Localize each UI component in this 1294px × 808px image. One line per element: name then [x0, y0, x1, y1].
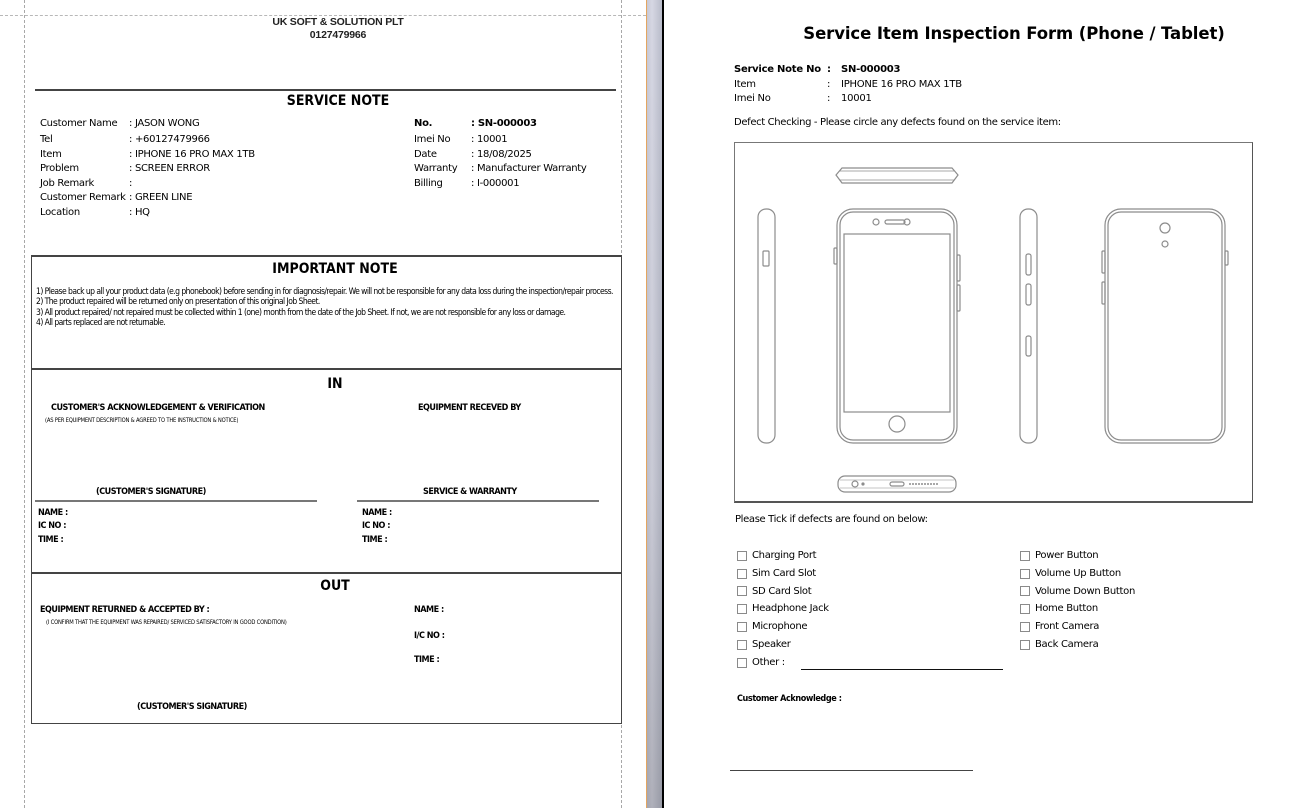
checkbox-label: SD Card Slot	[752, 585, 812, 597]
time-field: TIME :	[362, 534, 388, 545]
field-label: Item	[40, 148, 62, 160]
field-label: Problem	[40, 163, 79, 174]
field-value: IPHONE 16 PRO MAX 1TB	[841, 78, 962, 90]
checklist-item-home-button[interactable]	[1020, 600, 1135, 618]
page-splitter[interactable]	[646, 0, 664, 808]
checkbox-label: Power Button	[1035, 550, 1099, 561]
phone-right-side-view	[1020, 209, 1037, 443]
service-signature-line	[357, 500, 599, 502]
note-item: 1) Please back up all your product data (e.g phonebook) before sending in for diagnosis/repair. We will not be responsible for any data loss during the inspection/repair process.	[36, 287, 613, 297]
field-value: : Manufacturer Warranty	[471, 163, 587, 174]
inspection-form-page	[664, 0, 1294, 808]
customer-info	[40, 117, 255, 220]
defect-checklist-right	[1020, 547, 1135, 654]
field-value: SN-000003	[841, 64, 901, 75]
equipment-returned-title: EQUIPMENT RETURNED & ACCEPTED BY :	[40, 605, 210, 615]
other-input-line[interactable]	[801, 669, 1003, 670]
field-label: Job Remark	[40, 177, 95, 189]
field-value: 10001	[841, 93, 872, 104]
field-label: Customer Name	[40, 118, 118, 129]
out-ic-field: I/C NO :	[414, 631, 445, 641]
phone-top-view	[836, 168, 958, 183]
checkbox-label: Speaker	[752, 638, 791, 650]
out-section-title: OUT	[320, 578, 350, 594]
field-tel	[40, 133, 255, 148]
field-label: Tel	[40, 134, 53, 145]
field-job-remark	[40, 177, 255, 192]
phone-diagram-box[interactable]	[734, 142, 1253, 503]
header-rule	[35, 89, 616, 91]
important-note-title: IMPORTANT NOTE	[272, 261, 398, 277]
checkbox[interactable]	[737, 569, 747, 579]
field-item	[40, 148, 255, 163]
field-imei	[414, 133, 587, 148]
field-service-note-no	[734, 63, 962, 78]
checkbox[interactable]	[737, 551, 747, 561]
important-note-list	[36, 287, 616, 328]
field-value: :	[129, 177, 133, 189]
checkbox[interactable]	[1020, 604, 1030, 614]
field-label: Location	[40, 206, 80, 218]
tick-instruction: Please Tick if defects are found on below:	[735, 514, 928, 525]
out-section-box	[31, 572, 622, 724]
field-value: : 10001	[471, 134, 508, 145]
checkbox[interactable]	[737, 586, 747, 596]
field-value: : GREEN LINE	[129, 192, 193, 203]
field-value: : I-000001	[471, 177, 520, 189]
checkbox-label: Home Button	[1035, 603, 1098, 615]
checkbox[interactable]	[1020, 640, 1030, 650]
customer-signature-line	[35, 500, 317, 502]
acknowledgement-title: CUSTOMER'S ACKNOWLEDGEMENT & VERIFICATION	[51, 403, 265, 413]
checkbox[interactable]	[1020, 586, 1030, 596]
service-warranty-label: SERVICE & WARRANTY	[423, 487, 517, 497]
in-staff-fields	[362, 507, 392, 547]
checkbox-label: Volume Up Button	[1035, 567, 1121, 579]
field-imei	[734, 92, 962, 107]
customer-signature-label: (CUSTOMER'S SIGNATURE)	[96, 487, 206, 497]
service-note-title: SERVICE NOTE	[286, 93, 390, 109]
field-label: Imei No	[414, 134, 451, 145]
out-customer-signature-label: (CUSTOMER'S SIGNATURE)	[137, 702, 247, 712]
phone-left-side-view	[758, 209, 775, 443]
equipment-returned-subtitle: (I CONFIRM THAT THE EQUIPMENT WAS REPAIRED/ SERVICED SATISFACTORY IN GOOD CONDITION)	[46, 620, 287, 626]
in-customer-fields	[38, 507, 68, 547]
defect-checklist-left	[737, 547, 829, 672]
field-value: : SCREEN ERROR	[129, 163, 210, 174]
field-date	[414, 148, 587, 163]
time-field: TIME :	[38, 534, 64, 545]
checklist-item-charging-port[interactable]	[737, 547, 829, 565]
equipment-received-label: EQUIPMENT RECEVED BY	[418, 403, 521, 413]
inspection-info	[734, 63, 962, 107]
field-number	[414, 117, 587, 133]
field-location	[40, 206, 255, 221]
field-label: Customer Remark	[40, 192, 126, 203]
field-problem	[40, 162, 255, 177]
checklist-item-headphone-jack[interactable]	[737, 600, 829, 618]
checkbox-label: Back Camera	[1035, 638, 1099, 650]
note-item: 4) All parts replaced are not returnable.	[36, 317, 166, 328]
customer-acknowledge-label: Customer Acknowledge :	[737, 694, 842, 704]
field-billing	[414, 177, 587, 192]
checkbox-label: Other :	[752, 656, 785, 668]
field-label: Item	[734, 78, 756, 90]
field-warranty	[414, 162, 587, 177]
checklist-item-front-camera[interactable]	[1020, 618, 1135, 636]
field-value: : IPHONE 16 PRO MAX 1TB	[129, 148, 255, 160]
acknowledgement-subtitle: (AS PER EQUIPMENT DESCRIPTION & AGREED TO THE INSTRUCTION & NOTICE)	[45, 418, 239, 424]
field-label: Service Note No	[734, 64, 821, 75]
checklist-item-sd-card-slot[interactable]	[737, 583, 829, 601]
field-colon: :	[827, 93, 831, 104]
checkbox[interactable]	[737, 604, 747, 614]
phone-front-view	[834, 209, 960, 443]
in-section-box	[31, 368, 622, 574]
checkbox-label: Charging Port	[752, 550, 817, 561]
checkbox[interactable]	[1020, 569, 1030, 579]
field-label: Date	[414, 148, 437, 160]
field-customer-name	[40, 117, 255, 133]
field-label: No.	[414, 118, 433, 129]
checklist-item-microphone[interactable]	[737, 618, 829, 636]
checkbox-label: Microphone	[752, 621, 808, 633]
field-value: : SN-000003	[471, 118, 537, 129]
checklist-item-volume-up[interactable]	[1020, 565, 1135, 583]
field-label: Billing	[414, 177, 443, 189]
defect-instruction: Defect Checking - Please circle any defects found on the service item:	[734, 117, 1061, 128]
out-time-field: TIME :	[414, 655, 440, 665]
in-section-title: IN	[327, 376, 343, 392]
margin-guide-left	[24, 0, 25, 808]
note-item: 2) The product repaired will be returned only on presentation of this original Job Sheet.	[36, 297, 320, 308]
checkbox[interactable]	[1020, 551, 1030, 561]
document-info	[414, 117, 587, 191]
name-field: NAME :	[362, 508, 392, 518]
checkbox[interactable]	[737, 622, 747, 632]
inspection-form-title-text: Service Item Inspection Form (Phone / Tablet)	[803, 24, 1225, 43]
checklist-item-power-button[interactable]	[1020, 547, 1135, 565]
ic-field: IC NO :	[362, 521, 390, 532]
field-value: : 18/08/2025	[471, 148, 532, 160]
name-field: NAME :	[38, 508, 68, 518]
checklist-item-back-camera[interactable]	[1020, 636, 1135, 654]
checklist-item-speaker[interactable]	[737, 636, 829, 654]
field-value: : HQ	[129, 206, 150, 218]
field-value: : JASON WONG	[129, 118, 200, 129]
checkbox-label: Volume Down Button	[1035, 585, 1135, 597]
checkbox-label: Headphone Jack	[752, 603, 829, 615]
field-customer-remark	[40, 191, 255, 206]
checklist-item-volume-down[interactable]	[1020, 583, 1135, 601]
phone-diagram	[735, 143, 1254, 504]
field-colon: :	[827, 64, 831, 75]
checklist-item-sim-card-slot[interactable]	[737, 565, 829, 583]
field-colon: :	[827, 78, 831, 90]
phone-bottom-view	[838, 476, 956, 492]
checkbox[interactable]	[1020, 622, 1030, 632]
company-name: UK SOFT & SOLUTION PLT	[272, 16, 404, 28]
customer-acknowledge-signature-line	[730, 770, 973, 771]
inspection-form-title	[664, 24, 1294, 43]
field-item	[734, 78, 962, 93]
field-label: Warranty	[414, 163, 458, 174]
checkbox-label: Sim Card Slot	[752, 567, 816, 579]
note-item: 3) All product repaired/ not repaired must be collected within 1 (one) month from the date of the Job Sheet. If not, we are not responsible for any loss or damage.	[36, 307, 566, 318]
service-note-page	[0, 0, 646, 808]
field-value: : +60127479966	[129, 134, 210, 145]
field-label: Imei No	[734, 93, 771, 104]
company-phone: 0127479966	[309, 29, 367, 41]
checkbox-label: Front Camera	[1035, 621, 1100, 633]
checkbox[interactable]	[737, 640, 747, 650]
out-name-field: NAME :	[414, 605, 444, 615]
phone-back-view	[1102, 209, 1228, 443]
ic-field: IC NO :	[38, 521, 66, 532]
checkbox[interactable]	[737, 658, 747, 668]
